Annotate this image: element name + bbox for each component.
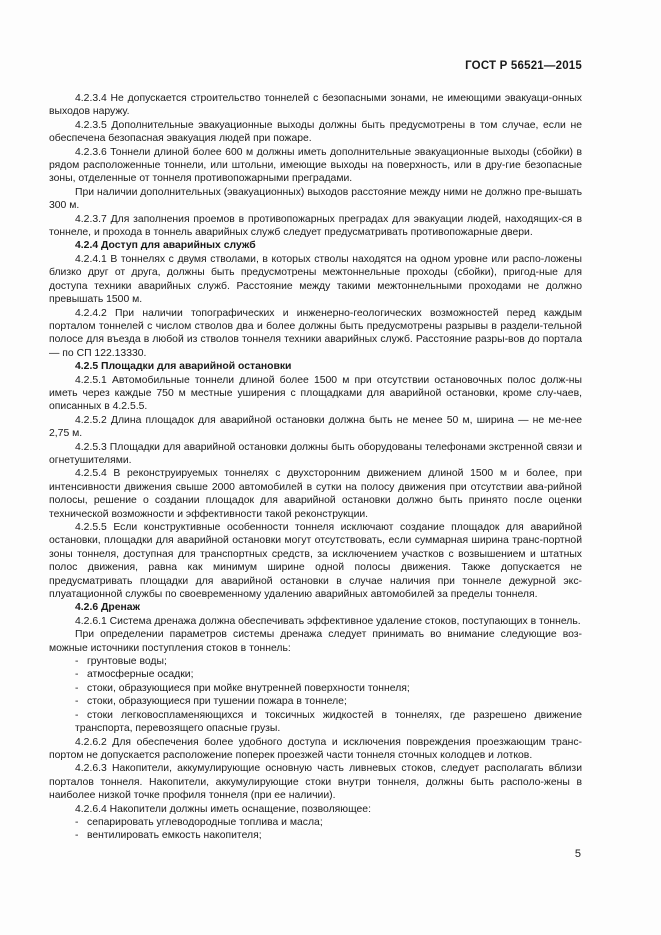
- document-body: [49, 92, 582, 843]
- list-item: [49, 829, 582, 842]
- paragraph: 4.2.3.5 Дополнительные эвакуационные выходы должны быть предусмотрены в том случае, если не обеспечена безопасная эвакуация людей при пожаре.: [49, 119, 582, 145]
- paragraph: 4.2.3.6 Тоннели длиной более 600 м должны иметь дополнительные эвакуационные выходы (сбойки) в рядом расположенные тоннели, или штольни, имеющие выходы на поверхность, или в дру-гие безопасные зоны, отделенные от тоннеля противопожарными преградами.: [49, 146, 582, 185]
- list-item-text: вентилировать емкость накопителя;: [87, 830, 262, 842]
- list-item: [49, 682, 582, 695]
- list-dash: -: [75, 696, 79, 708]
- paragraph: 4.2.6.3 Накопители, аккумулирующие основную часть ливневых стоков, следует располагать вблизи порталов тоннеля. Накопители, аккумулирующие стоки внутри тоннеля, должны быть располо-жены в наиболее низкой точке профиля тоннеля (при ее наличии).: [49, 763, 582, 802]
- list-item: [49, 695, 582, 708]
- list-item-text: грунтовые воды;: [87, 656, 167, 668]
- list-item-text: стоки, образующиеся при мойке внутренней поверхности тоннеля;: [87, 682, 410, 694]
- list-item: [49, 655, 582, 668]
- paragraph: При определении параметров системы дренажа следует принимать во внимание следующие воз-можные источники поступления стоков в тоннель:: [49, 629, 582, 654]
- paragraph: 4.2.6.1 Система дренажа должна обеспечивать эффективное удаление стоков, поступающих в тоннель.: [75, 615, 581, 627]
- list-item-text: стоки, образующиеся при тушении пожара в тоннеле;: [87, 696, 347, 708]
- list-dash: -: [75, 830, 79, 842]
- paragraph: 4.2.5.5 Если конструктивные особенности тоннеля исключают создание площадок для аварийной остановки, площадки для аварийной остановки могут отсутствовать, если суммарная ширина транс-портной зоны тоннеля, доступная для транспортных средств, за исключением участков с возвышением и штатных полос движения, равна как минимум ширине одной полосы движения. Также допускается не предусматривать площадки для аварийной остановки в случае наличия при тоннеле дежурной экс-плуатационной службы по своевременному удалению аварийных автомобилей за пределы тоннеля.: [49, 522, 582, 601]
- list-dash: -: [75, 709, 79, 721]
- paragraph: 4.2.5.1 Автомобильные тоннели длиной более 1500 м при отсутствии остановочных полос долж-ны иметь через каждые 750 м местные уширения с площадками для аварийной остановки, кроме слу-чаев, описанных в 4.2.5.5.: [49, 374, 582, 413]
- paragraph: 4.2.6.2 Для обеспечения более удобного доступа и исключения повреждения проезжающим транс-портом не допускается расположение поперек проезжей части тоннеля сточных колодцев и лотков.: [49, 736, 582, 761]
- paragraph: 4.2.5.3 Площадки для аварийной остановки должны быть оборудованы телефонами экстренной связи и огнетушителями.: [49, 441, 582, 466]
- paragraph: 4.2.4.2 При наличии топографических и инженерно-геологических возможностей перед каждым порталом тоннелей с числом стволов два и более должны быть предусмотрены разрывы в раздели-тельной полосе для въезда в любой из стволов тоннеля техники аварийных служб. Расстояние разры-вов до портала — по СП 122.13330.: [49, 307, 582, 359]
- list-item: [49, 668, 582, 681]
- list-dash: -: [75, 669, 79, 681]
- paragraph: При наличии дополнительных (эвакуационных) выходов расстояние между ними не должно пре-вышать 300 м.: [49, 186, 582, 212]
- list-dash: -: [75, 682, 79, 694]
- list-dash: -: [75, 816, 79, 828]
- section-heading: 4.2.5 Площадки для аварийной остановки: [75, 361, 292, 373]
- paragraph: 4.2.5.4 В реконструируемых тоннелях с двухсторонним движением длиной 1500 м и более, при интенсивности движения свыше 2000 автомобилей в сутки на полосу движения при отсутствии ава-рийной полосы, решение о создании площадок для аварийной остановки должно быть принято после оценки технической возможности и эффективности такой реконструкции.: [49, 468, 582, 520]
- list-item-text: стоки легковоспламеняющихся и токсичных жидкостей в тоннелях, где разрешено движение транспорта, перевозящего опасные грузы.: [75, 709, 582, 735]
- list-item: [49, 816, 582, 829]
- page-number: 5: [574, 848, 581, 860]
- list-item-text: атмосферные осадки;: [87, 669, 194, 681]
- paragraph: 4.2.4.1 В тоннелях с двумя стволами, в которых стволы находятся на одном уровне или распо-ложены близко друг от друга, должны быть предусмотрены межтоннельные проходы (сбойки), пригод-ные для доступа техники аварийных служб. Расстояние между такими межтоннельными проходами не должно превышать 1500 м.: [49, 253, 582, 306]
- section-heading: 4.2.4 Доступ для аварийных служб: [75, 240, 256, 252]
- section-heading: 4.2.6 Дренаж: [75, 602, 140, 614]
- list-item: [49, 709, 582, 736]
- paragraph: 4.2.5.2 Длина площадок для аварийной остановки должна быть не менее 50 м, ширина — не ме-нее 2,75 м.: [49, 414, 582, 440]
- list-item-text: сепарировать углеводородные топлива и масла;: [87, 816, 323, 828]
- paragraph: 4.2.6.4 Накопители должны иметь оснащение, позволяющее:: [75, 803, 371, 815]
- paragraph: 4.2.3.4 Не допускается строительство тоннелей с безопасными зонами, не имеющими эвакуаци-онных выходов наружу.: [49, 93, 582, 118]
- standard-designation: ГОСТ Р 56521—2015: [465, 60, 582, 72]
- list-dash: -: [75, 656, 79, 668]
- paragraph: 4.2.3.7 Для заполнения проемов в противопожарных преградах для эвакуации людей, находящих-ся в тоннеле, и прохода в тоннель аварийных служб следует предусматривать противопожарные двери.: [49, 213, 582, 239]
